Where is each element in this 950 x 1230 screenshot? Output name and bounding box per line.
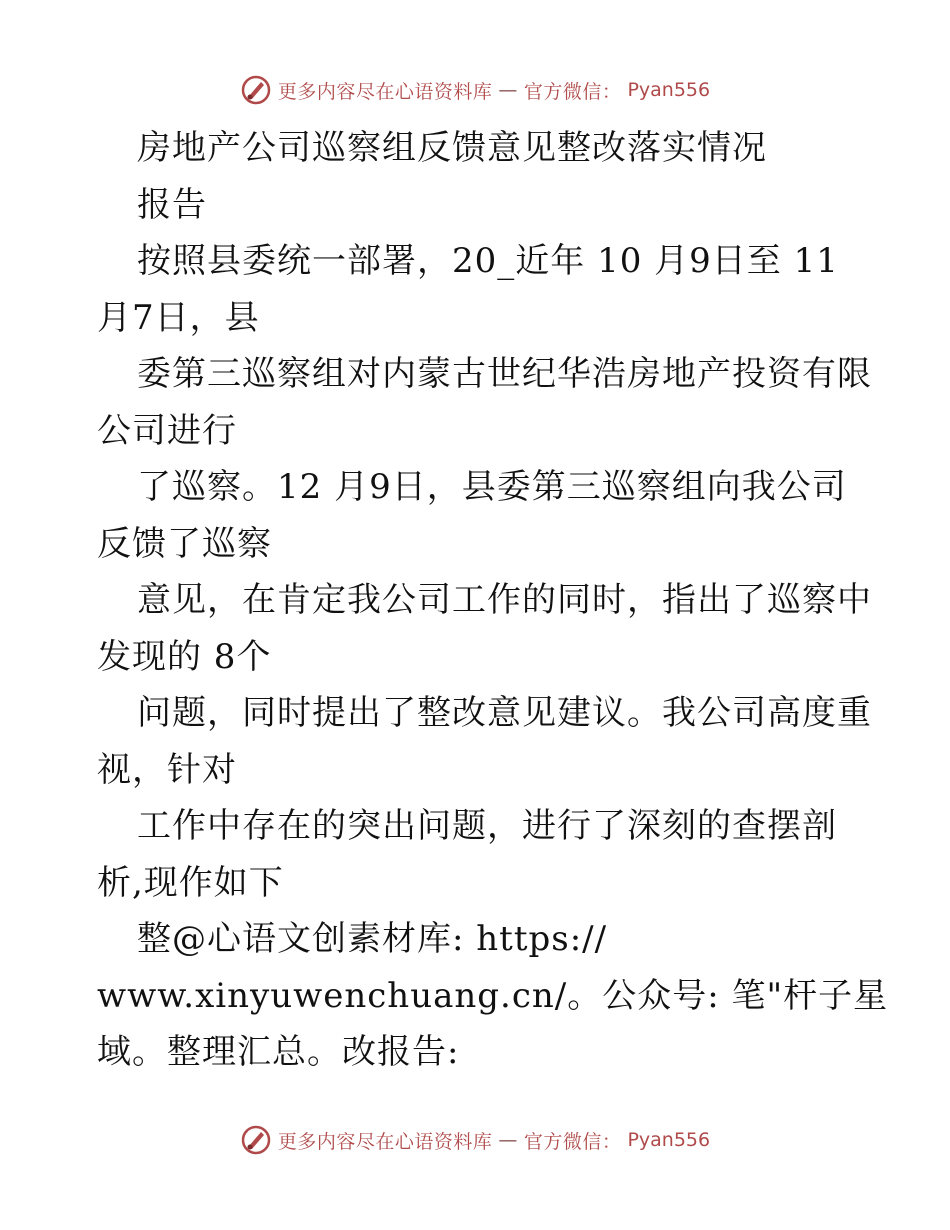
- paragraph-line: 整@心语文创素材库: https://: [137, 919, 608, 959]
- brand-logo-icon: [240, 1124, 272, 1156]
- watermark-handle: Pyan556: [627, 79, 711, 101]
- paragraph-line: 公司进行: [97, 410, 237, 451]
- paragraph-line: 了巡察。12 月9日，县委第三巡察组向我公司: [137, 467, 847, 507]
- watermark-text: 更多内容尽在心语资料库: [277, 1130, 493, 1153]
- paragraph-line: 问题，同时提出了整改意见建议。我公司高度重: [137, 693, 872, 733]
- document-title: 房地产公司巡察组反馈意见整改落实情况: [137, 128, 767, 168]
- paragraph-line: 工作中存在的突出问题，进行了深刻的查摆剖: [137, 806, 837, 846]
- document-title-cont: 报告: [137, 184, 207, 225]
- paragraph-line: 委第三巡察组对内蒙古世纪华浩房地产投资有限: [137, 354, 872, 394]
- paragraph-line: 反馈了巡察: [97, 523, 272, 564]
- watermark-handle-label: 官方微信：: [523, 1130, 622, 1153]
- paragraph-line: 意见，在肯定我公司工作的同时，指出了巡察中: [137, 580, 872, 620]
- watermark-separator: —: [498, 1129, 518, 1151]
- watermark-separator: —: [498, 79, 518, 101]
- document-body: [97, 120, 889, 1081]
- paragraph-line: 域。整理汇总。改报告:: [97, 1032, 460, 1072]
- paragraph-line: 析,现作如下: [97, 862, 284, 903]
- paragraph-line: 发现的 8个: [97, 636, 272, 677]
- brand-logo-icon: [240, 74, 272, 106]
- paragraph-line: 月7日，县: [97, 297, 260, 338]
- paragraph-line: 视，针对: [97, 749, 237, 790]
- watermark-handle: Pyan556: [627, 1129, 711, 1151]
- paragraph-line: 按照县委统一部署，20_近年 10 月9日至 11: [137, 241, 839, 281]
- watermark-text: 更多内容尽在心语资料库: [277, 80, 493, 103]
- paragraph-line: www.xinyuwenchuang.cn/。公众号: 笔"杆子星: [97, 975, 889, 1016]
- header-watermark: [0, 70, 950, 110]
- watermark-handle-label: 官方微信：: [523, 80, 622, 103]
- footer-watermark: [0, 1120, 950, 1160]
